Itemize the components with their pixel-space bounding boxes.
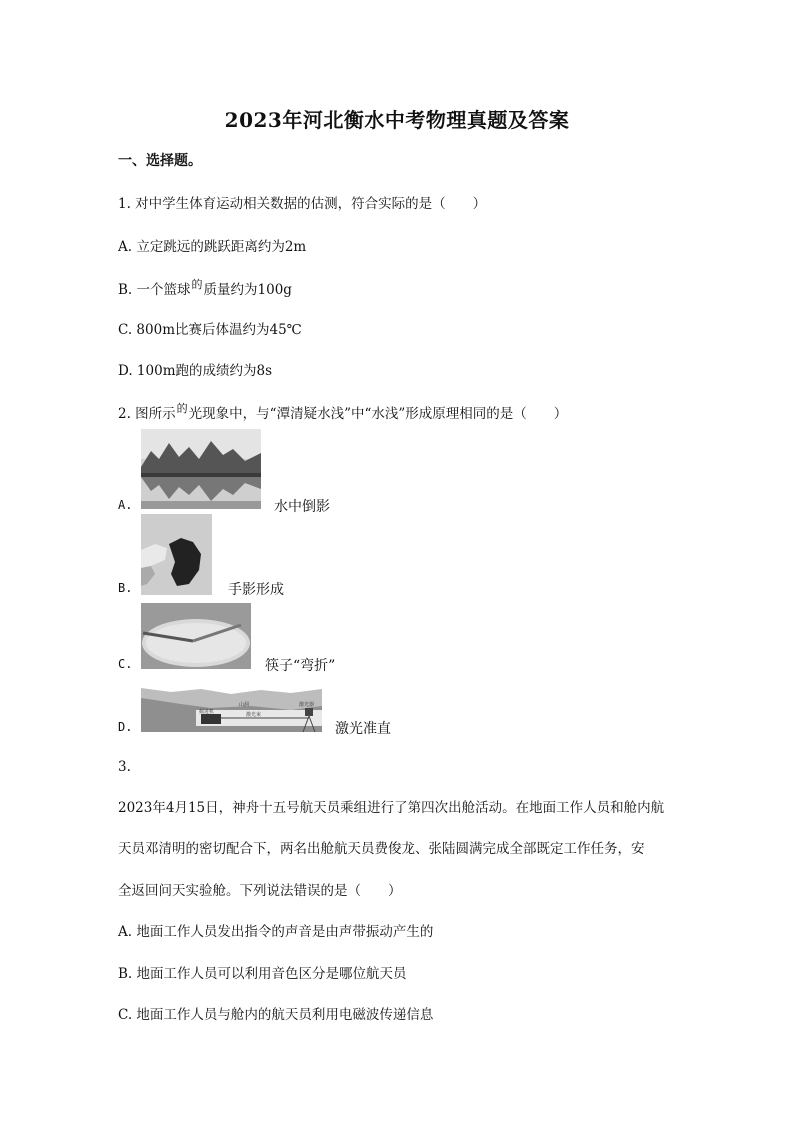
q3-option-b: B. 地面工作人员可以利用音色区分是哪位航天员: [118, 966, 407, 982]
q3-option-a: A. 地面工作人员发出指令的声音是由声带振动产生的: [118, 924, 434, 940]
q3-paragraph-line-1: 2023年4月15日，神舟十五号航天员乘组进行了第四次出舱活动。在地面工作人员和舱内航: [118, 800, 665, 816]
q1-option-a: A. 立定跳远的跳跃距离约为2m: [118, 239, 307, 255]
bent-chopsticks-photo: [141, 603, 251, 669]
q1-option-b: [118, 278, 292, 298]
q2-option-b-letter: B.: [118, 581, 133, 595]
q2-option-c-letter: C.: [118, 657, 133, 671]
document-title: 2023年河北衡水中考物理真题及答案: [224, 108, 570, 132]
q1-b-sup: 的: [191, 278, 203, 291]
q2-stem-pre: 2. 图所示: [118, 406, 176, 422]
q1-option-d: D. 100m跑的成绩约为8s: [118, 363, 273, 379]
q2-stem: [118, 402, 567, 422]
q2-option-b-caption: 手影形成: [228, 582, 284, 598]
laser-alignment-illustration: [141, 686, 322, 732]
d-label-borer: 掘进机: [199, 709, 215, 715]
q2-option-d-letter: D.: [118, 720, 133, 734]
hand-shadow-photo: [141, 514, 212, 595]
mountains-reflection-photo: [141, 429, 261, 509]
q1-stem: 1. 对中学生体育运动相关数据的估测，符合实际的是（ ）: [118, 196, 487, 212]
q2-option-d-caption: 激光准直: [335, 721, 391, 737]
q2-stem-post: 光现象中，与“潭清疑水浅”中“水浅”形成原理相同的是（ ）: [188, 406, 568, 422]
q3-option-c: C. 地面工作人员与舱内的航天员利用电磁波传递信息: [118, 1007, 434, 1023]
q1-b-post: 质量约为100g: [203, 282, 292, 298]
q3-paragraph-line-2: 天员邓清明的密切配合下，两名出舱航天员费俊龙、张陆圆满完成全部既定工作任务，安: [118, 841, 645, 857]
d-label-laser: 激光器: [299, 702, 315, 708]
d-label-tunnel: 山洞: [239, 702, 250, 708]
q1-option-c: C. 800m比赛后体温约为45℃: [118, 322, 302, 338]
d-label-beam: 激光束: [246, 712, 262, 718]
q2-option-a-caption: 水中倒影: [274, 499, 330, 515]
q2-option-c-caption: 筷子“弯折”: [265, 658, 336, 674]
q3-number: 3.: [118, 759, 131, 775]
q1-b-pre: B. 一个篮球: [118, 282, 191, 298]
section-heading: 一、选择题。: [118, 153, 202, 169]
q2-stem-sup: 的: [176, 402, 188, 415]
q2-option-a-letter: A.: [118, 498, 133, 512]
q3-paragraph-line-3: 全返回问天实验舱。下列说法错误的是（ ）: [118, 883, 402, 899]
